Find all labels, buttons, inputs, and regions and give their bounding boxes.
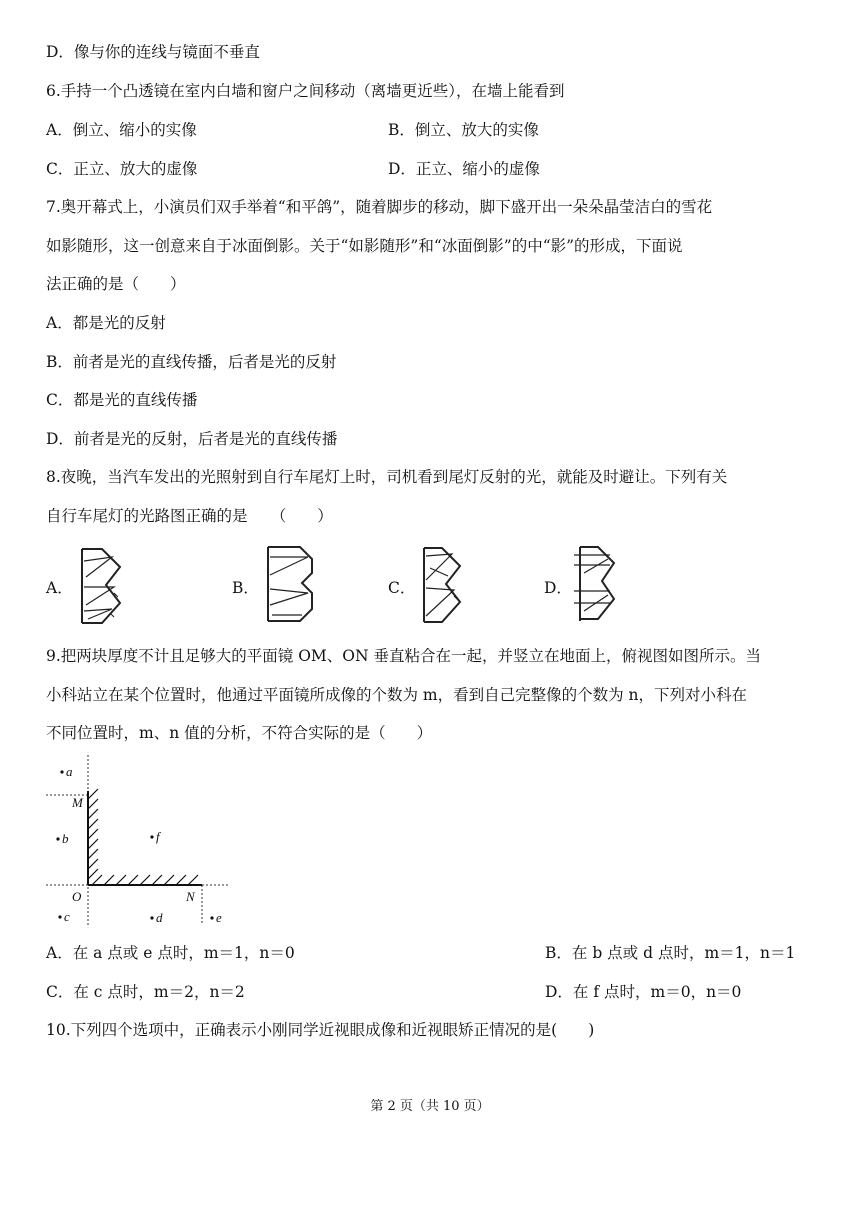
q6-option-a: A．倒立、缩小的实像 [46, 121, 197, 139]
q9-label-f: f [156, 829, 160, 844]
q9-label-o: O [72, 889, 82, 904]
q8-figure-c [418, 546, 476, 624]
q7-stem-line1: 7.奥开幕式上，小演员们双手举着“和平鸽”，随着脚步的移动，脚下盛开出一朵朵晶莹洁白的雪花 [46, 198, 713, 216]
q8-label-c: C． [388, 579, 416, 597]
q10-stem: 10.下列四个选项中，正确表示小刚同学近视眼成像和近视眼矫正情况的是( ) [46, 1021, 595, 1039]
q8-stem-line2: 自行车尾灯的光路图正确的是 （ ） [46, 507, 333, 525]
q7-option-d: D．前者是光的反射，后者是光的直线传播 [46, 430, 338, 448]
q9-label-a: a [66, 764, 73, 779]
q9-option-d: D．在 f 点时，m＝0，n＝0 [545, 983, 742, 1001]
q7-option-b: B．前者是光的直线传播，后者是光的反射 [46, 353, 337, 371]
q9-label-c: c [64, 909, 70, 924]
q8-figure-b [262, 545, 320, 623]
q7-stem-line3: 法正确的是（ ） [46, 275, 186, 293]
q9-stem-line3: 不同位置时，m、n 值的分析，不符合实际的是（ ） [46, 724, 433, 742]
q5-option-d: D．像与你的连线与镜面不垂直 [46, 43, 260, 61]
q6-stem: 6.手持一个凸透镜在室内白墙和窗户之间移动（离墙更近些），在墙上能看到 [46, 82, 565, 100]
q7-option-c: C．都是光的直线传播 [46, 391, 198, 409]
q9-label-e: e [216, 910, 222, 925]
q8-label-d: D． [544, 579, 572, 597]
q8-figure-d [574, 545, 632, 623]
q9-mirror-figure [40, 755, 240, 930]
q9-stem-line2: 小科站立在某个位置时，他通过平面镜所成像的个数为 m，看到自己完整像的个数为 n，下列对小科在 [46, 686, 748, 704]
q6-option-d: D．正立、缩小的虚像 [388, 160, 540, 178]
q7-stem-line2: 如影随形，这一创意来自于冰面倒影。关于“如影随形”和“冰面倒影”的中“影”的形成，下面说 [46, 237, 683, 255]
q9-label-d: d [156, 910, 163, 925]
q9-option-b: B．在 b 点或 d 点时，m＝1，n＝1 [545, 944, 796, 962]
q8-label-b: B． [232, 579, 259, 597]
q7-option-a: A．都是光的反射 [46, 314, 166, 332]
page-footer: 第 2 页（共 10 页） [370, 1099, 490, 1114]
q9-label-b: b [62, 831, 69, 846]
q9-label-m: M [72, 795, 83, 810]
q6-option-c: C．正立、放大的虚像 [46, 160, 198, 178]
q8-figure-a [76, 547, 134, 625]
q6-option-b: B．倒立、放大的实像 [388, 121, 539, 139]
q9-option-a: A．在 a 点或 e 点时，m＝1，n＝0 [46, 944, 295, 962]
q8-label-a: A． [46, 579, 73, 597]
q9-option-c: C．在 c 点时，m＝2，n＝2 [46, 983, 245, 1001]
q8-stem-line1: 8.夜晚，当汽车发出的光照射到自行车尾灯上时，司机看到尾灯反射的光，就能及时避让。下列有关 [46, 468, 728, 486]
q9-stem-line1: 9.把两块厚度不计且足够大的平面镜 OM、ON 垂直粘合在一起，并竖立在地面上，俯视图如图所示。当 [46, 647, 761, 665]
q9-label-n: N [186, 889, 195, 904]
